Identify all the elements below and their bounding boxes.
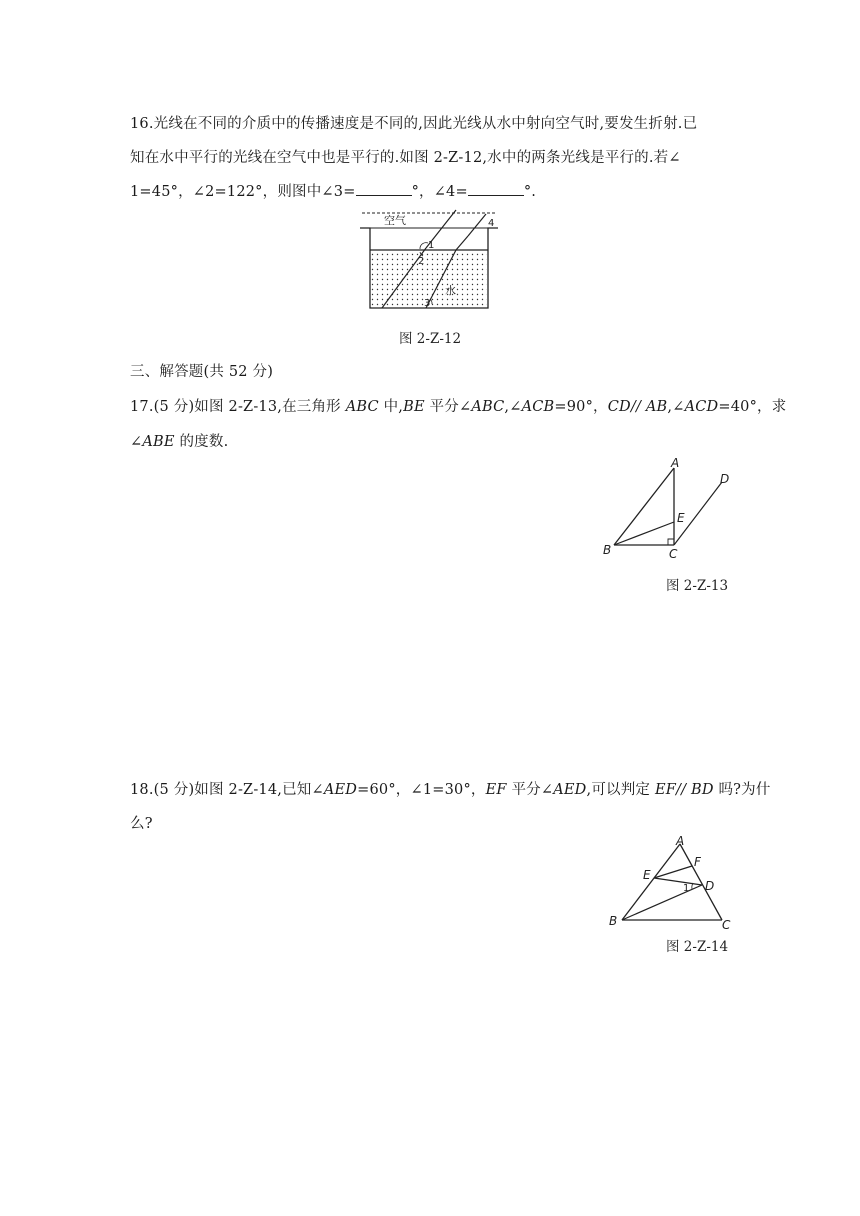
q18-mid3: ,可以判定 — [586, 782, 655, 798]
q16-text-c: °. — [523, 184, 537, 200]
q18-ef-bd: EF// BD — [654, 782, 714, 798]
angle-4-label: 4 — [488, 218, 495, 229]
segment-ed — [654, 878, 702, 885]
q18-line-1 — [130, 778, 771, 799]
point-a-label: A — [671, 456, 680, 470]
point-b-label: B — [609, 914, 618, 928]
q17-mid6: =40°，求 — [718, 399, 787, 415]
q16-line-3 — [130, 180, 536, 201]
q17-line2-pre: ∠ — [130, 434, 143, 450]
q18-aed: AED — [323, 782, 358, 798]
q17-acb: ACB — [521, 399, 555, 415]
q16-line-1: 16.光线在不同的介质中的传播速度是不同的,因此光线从水中射向空气时,要发生折射.已 — [130, 116, 698, 132]
point-b-label: B — [603, 543, 612, 557]
figure-2-z-13 — [600, 456, 740, 560]
point-c-label: C — [722, 918, 731, 930]
water-label: 水 — [445, 284, 456, 297]
q17-line-1 — [130, 395, 786, 416]
segment-bd — [622, 885, 702, 920]
point-e-label: E — [677, 511, 685, 525]
q17-abc: ABC — [345, 399, 379, 415]
light-ray-2-air-b — [468, 214, 486, 236]
q18-aed2: AED — [553, 782, 587, 798]
segment-ef — [654, 866, 692, 878]
q17-prefix: 17.(5 分)如图 2-Z-13,在三角形 — [130, 399, 346, 415]
q17-mid5: ,∠ — [667, 399, 685, 415]
point-d-label: D — [705, 879, 715, 893]
figure-2-z-13-caption: 图 2-Z-13 — [666, 578, 729, 594]
q16-text-a: 1=45°，∠2=122°，则图中∠3= — [130, 184, 356, 200]
q16-text-b: °，∠4= — [411, 184, 468, 200]
point-f-label: F — [694, 855, 701, 869]
figure-2-z-12 — [356, 208, 504, 316]
q18-mid2: 平分∠ — [506, 782, 554, 798]
answer-blank-angle4[interactable] — [468, 183, 524, 196]
figure-2-z-12-caption: 图 2-Z-12 — [399, 331, 462, 347]
answer-blank-angle3[interactable] — [356, 183, 412, 196]
angle-1-arc — [420, 243, 428, 249]
figure-2-z-14-caption: 图 2-Z-14 — [666, 939, 729, 955]
q18-ef: EF — [485, 782, 507, 798]
q17-cd-ab: CD// AB — [607, 399, 668, 415]
q17-abe: ABE — [142, 434, 175, 450]
segment-ab — [622, 844, 680, 920]
q17-mid1: 中, — [378, 399, 404, 415]
q17-mid3: ,∠ — [504, 399, 522, 415]
angle-1-label: 1 — [428, 240, 435, 251]
q17-abc2: ABC — [471, 399, 505, 415]
q18-line-2: 么? — [130, 816, 153, 832]
point-e-label: E — [643, 868, 651, 882]
angle-3-label: 3 — [424, 298, 431, 309]
right-angle-mark — [668, 539, 674, 545]
point-d-label: D — [720, 472, 730, 486]
angle-2-label: 2 — [418, 256, 425, 267]
q17-acd: ACD — [684, 399, 719, 415]
q16-line-2: 知在水中平行的光线在空气中也是平行的.如图 2-Z-12,水中的两条光线是平行的.若∠ — [130, 150, 681, 166]
light-ray-2-air-a — [456, 236, 468, 250]
q18-mid1: =60°，∠1=30°， — [357, 782, 486, 798]
section-heading: 三、解答题(共 52 分) — [130, 364, 274, 380]
q17-mid2: 平分∠ — [424, 399, 472, 415]
air-label: 空气 — [384, 214, 406, 227]
q17-be: BE — [403, 399, 425, 415]
q17-line2-post: 的度数. — [174, 434, 229, 450]
point-c-label: C — [669, 547, 678, 560]
q17-mid4: =90°， — [554, 399, 608, 415]
q18-mid4: 吗?为什 — [713, 782, 771, 798]
q18-prefix: 18.(5 分)如图 2-Z-14,已知∠ — [130, 782, 324, 798]
point-a-label: A — [676, 834, 685, 848]
q17-line-2 — [130, 430, 228, 451]
figure-2-z-14 — [602, 832, 738, 930]
segment-ac — [680, 844, 722, 920]
angle-1-label: 1 — [683, 883, 690, 894]
